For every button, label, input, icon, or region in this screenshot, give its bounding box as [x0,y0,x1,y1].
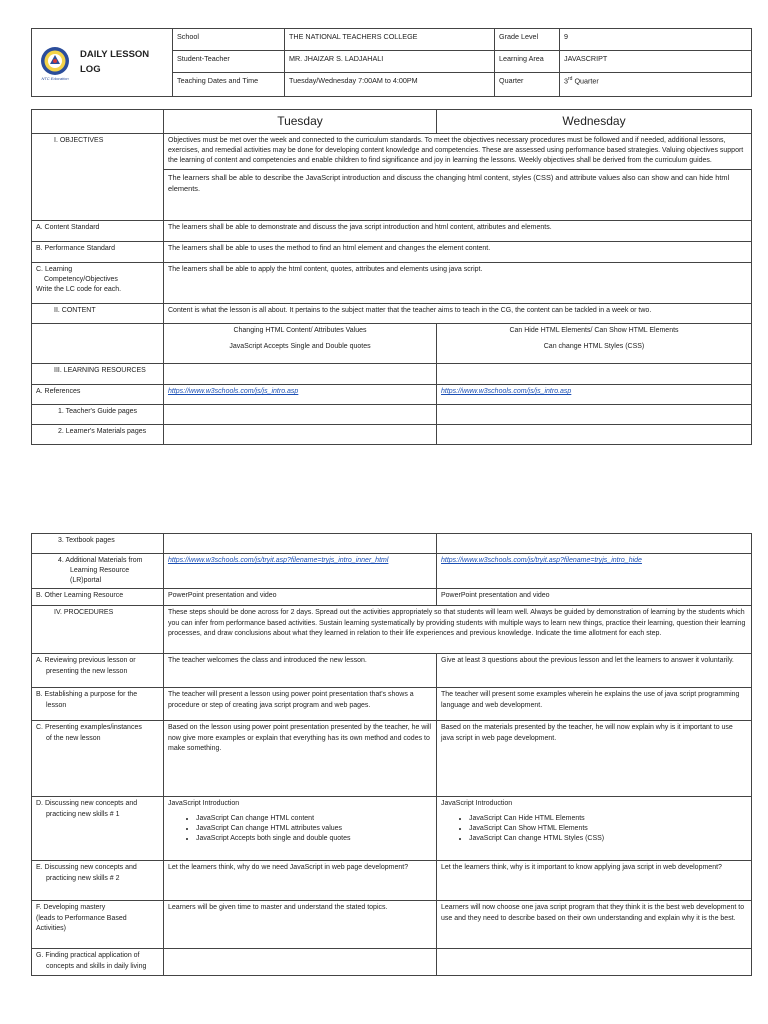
proc-b-wed: The teacher will present some examples wherein he explains the use of java script programming language and web development. [437,688,752,721]
proc-a-label: A. Reviewing previous lesson or presenting the new lesson [32,654,164,688]
content-text: Content is what the lesson is all about. It pertains to the subject matter that the teacher aims to teach in the CG, the content can be tackled in a week or two. [164,304,752,324]
quarter-value: 3rd Quarter [560,73,752,97]
performance-standard-label: B. Performance Standard [32,242,164,263]
learners-materials-label: 2. Learner's Materials pages [32,425,164,445]
competency-label: C. Learning Competency/Objectives Write the LC code for each. [32,263,164,304]
references-label: A. References [32,385,164,405]
proc-e-tue: Let the learners think, why do we need JavaScript in web page development? [164,861,437,901]
school-label: School [173,29,285,51]
objectives-label: I. OBJECTIVES [32,134,164,221]
proc-d-tue: JavaScript Introduction • JavaScript Can change HTML content • JavaScript Can change HTML attributes values • JavaScript Accepts both single and double quotes [164,797,437,861]
grade-value: 9 [560,29,752,51]
reference-link-tuesday[interactable]: https://www.w3schools.com/js/js_intro.asp [164,385,437,405]
content-standard-label: A. Content Standard [32,221,164,242]
proc-a-tue: The teacher welcomes the class and introduced the new lesson. [164,654,437,688]
other-resource-label: B. Other Learning Resource [32,589,164,606]
school-value: THE NATIONAL TEACHERS COLLEGE [285,29,495,51]
student-teacher-label: Student-Teacher [173,51,285,73]
objectives-cell [164,134,752,221]
proc-f-wed: Learners will now choose one java script program that they think it is the best web development to use and they need to describe based on their own understanding and explain why it is the best. [437,901,752,949]
title-line2: LOG [80,63,101,75]
proc-f-tue: Learners will be given time to master and understand the stated topics. [164,901,437,949]
textbook-wed [437,534,752,554]
list-item: • JavaScript Accepts both single and double quotes [196,834,432,844]
proc-e-wed: Let the learners think, why is it important to know applying java script in web development? [437,861,752,901]
proc-d-label: D. Discussing new concepts and practicing new skills # 1 [32,797,164,861]
dates-label: Teaching Dates and Time [173,73,285,97]
other-resource-wed: PowerPoint presentation and video [437,589,752,606]
day-header-blank [32,110,164,134]
other-resource-tue: PowerPoint presentation and video [164,589,437,606]
objectives-text: The learners shall be able to describe the JavaScript introduction and discuss the changing html content, styles (CSS) and attribute values also can show and can hide html elements. [168,173,730,194]
proc-b-tue: The teacher will present a lesson using power point presentation that's shows a procedure or step of creating java script program and web pages. [164,688,437,721]
proc-d-wed: JavaScript Introduction • JavaScript Can Hide HTML Elements • JavaScript Can Show HTML Elements • JavaScript Can change HTML Styles (CSS) [437,797,752,861]
logo-cell [32,29,173,97]
list-item: • JavaScript Can change HTML Styles (CSS) [469,834,747,844]
learning-resources-label: III. LEARNING RESOURCES [32,364,164,385]
proc-c-label: C. Presenting examples/instances of the new lesson [32,721,164,797]
procedures-label: IV. PROCEDURES [32,606,164,654]
teachers-guide-wed [437,405,752,425]
learning-area-value: JAVASCRIPT [560,51,752,73]
proc-c-tue: Based on the lesson using power point presentation presented by the teacher, he will now give more examples or explain that everything has its own method and codes to make something. [164,721,437,797]
textbook-tue [164,534,437,554]
proc-b-label: B. Establishing a purpose for the lesson [32,688,164,721]
day-header-tuesday: Tuesday [164,110,437,134]
resources-blank-tue [164,364,437,385]
list-item: • JavaScript Can change HTML attributes values [196,824,432,834]
school-seal-logo [36,44,74,82]
additional-link-wednesday[interactable]: https://www.w3schools.com/js/tryit.asp?filename=tryjs_intro_hide [437,554,752,589]
procedures-text: These steps should be done across for 2 days. Spread out the activities appropriately so that students will learn well. Always be guided by demonstration of learning by the students which you can infer from performance based activities. Sustain learning systematically by providing students with multiple ways to learn new things, practice their learning, question their learning processes, and draw conclusions about what they learned in relation to their life experiences and previous knowledge. Indicate the time allotment for each step. [164,606,752,654]
list-item: • JavaScript Can change HTML content [196,814,432,824]
additional-materials-label: 4. Additional Materials from Learning Resource (LR)portal [32,554,164,589]
learning-area-label: Learning Area [495,51,560,73]
proc-c-wed: Based on the materials presented by the teacher, he will now explain why is it important to use java script in web page development. [437,721,752,797]
resources-blank-wed [437,364,752,385]
student-teacher-value: MR. JHAIZAR S. LADJAHALI [285,51,495,73]
textbook-label: 3. Textbook pages [32,534,164,554]
learners-materials-tue [164,425,437,445]
additional-link-tuesday[interactable]: https://www.w3schools.com/js/tryit.asp?filename=tryjs_intro_inner_html [164,554,437,589]
proc-f-label: F. Developing mastery (leads to Performance Based Activities) [32,901,164,949]
content-standard-text: The learners shall be able to demonstrate and discuss the java script introduction and html content, attributes and elements. [164,221,752,242]
content-blank [32,324,164,364]
teachers-guide-tue [164,405,437,425]
dates-value: Tuesday/Wednesday 7:00AM to 4:00PM [285,73,495,97]
objectives-instructions: Objectives must be met over the week and connected to the curriculum standards. To meet the objectives necessary procedures must be followed and if needed, additional lessons, exercises, and remedial activities may be done for developing content knowledge and competencies. These are assessed using performance based strategies. Valuing objectives support the learning of content and competencies and enable children to find significance and joy in learning the lessons. Weekly objectives shall be derived from the curriculum guides. [164,136,751,170]
performance-standard-text: The learners shall be able to uses the method to find an html element and changes the element content. [164,242,752,263]
content-wednesday: Can Hide HTML Elements/ Can Show HTML Elements Can change HTML Styles (CSS) [437,324,752,364]
list-item: • JavaScript Can Hide HTML Elements [469,814,747,824]
title-line1: DAILY LESSON [80,49,150,61]
proc-a-wed: Give at least 3 questions about the previous lesson and let the learners to answer it voluntarily. [437,654,752,688]
proc-e-label: E. Discussing new concepts and practicing new skills # 2 [32,861,164,901]
content-tuesday: Changing HTML Content/ Attributes Values JavaScript Accepts Single and Double quotes [164,324,437,364]
content-label: II. CONTENT [32,304,164,324]
competency-text: The learners shall be able to apply the html content, quotes, attributes and elements using java script. [164,263,752,304]
svg-text:NTC Education: NTC Education [41,75,69,81]
grade-label: Grade Level [495,29,560,51]
day-header-wednesday: Wednesday [437,110,752,134]
proc-g-tue [164,949,437,976]
lesson-table-page1 [31,109,752,445]
teachers-guide-label: 1. Teacher's Guide pages [32,405,164,425]
lesson-table-page2 [31,533,752,976]
quarter-label: Quarter [495,73,560,97]
header-table [31,28,752,97]
list-item: • JavaScript Can Show HTML Elements [469,824,747,834]
reference-link-wednesday[interactable]: https://www.w3schools.com/js/js_intro.asp [437,385,752,405]
learners-materials-wed [437,425,752,445]
proc-g-label: G. Finding practical application of concepts and skills in daily living [32,949,164,976]
proc-g-wed [437,949,752,976]
